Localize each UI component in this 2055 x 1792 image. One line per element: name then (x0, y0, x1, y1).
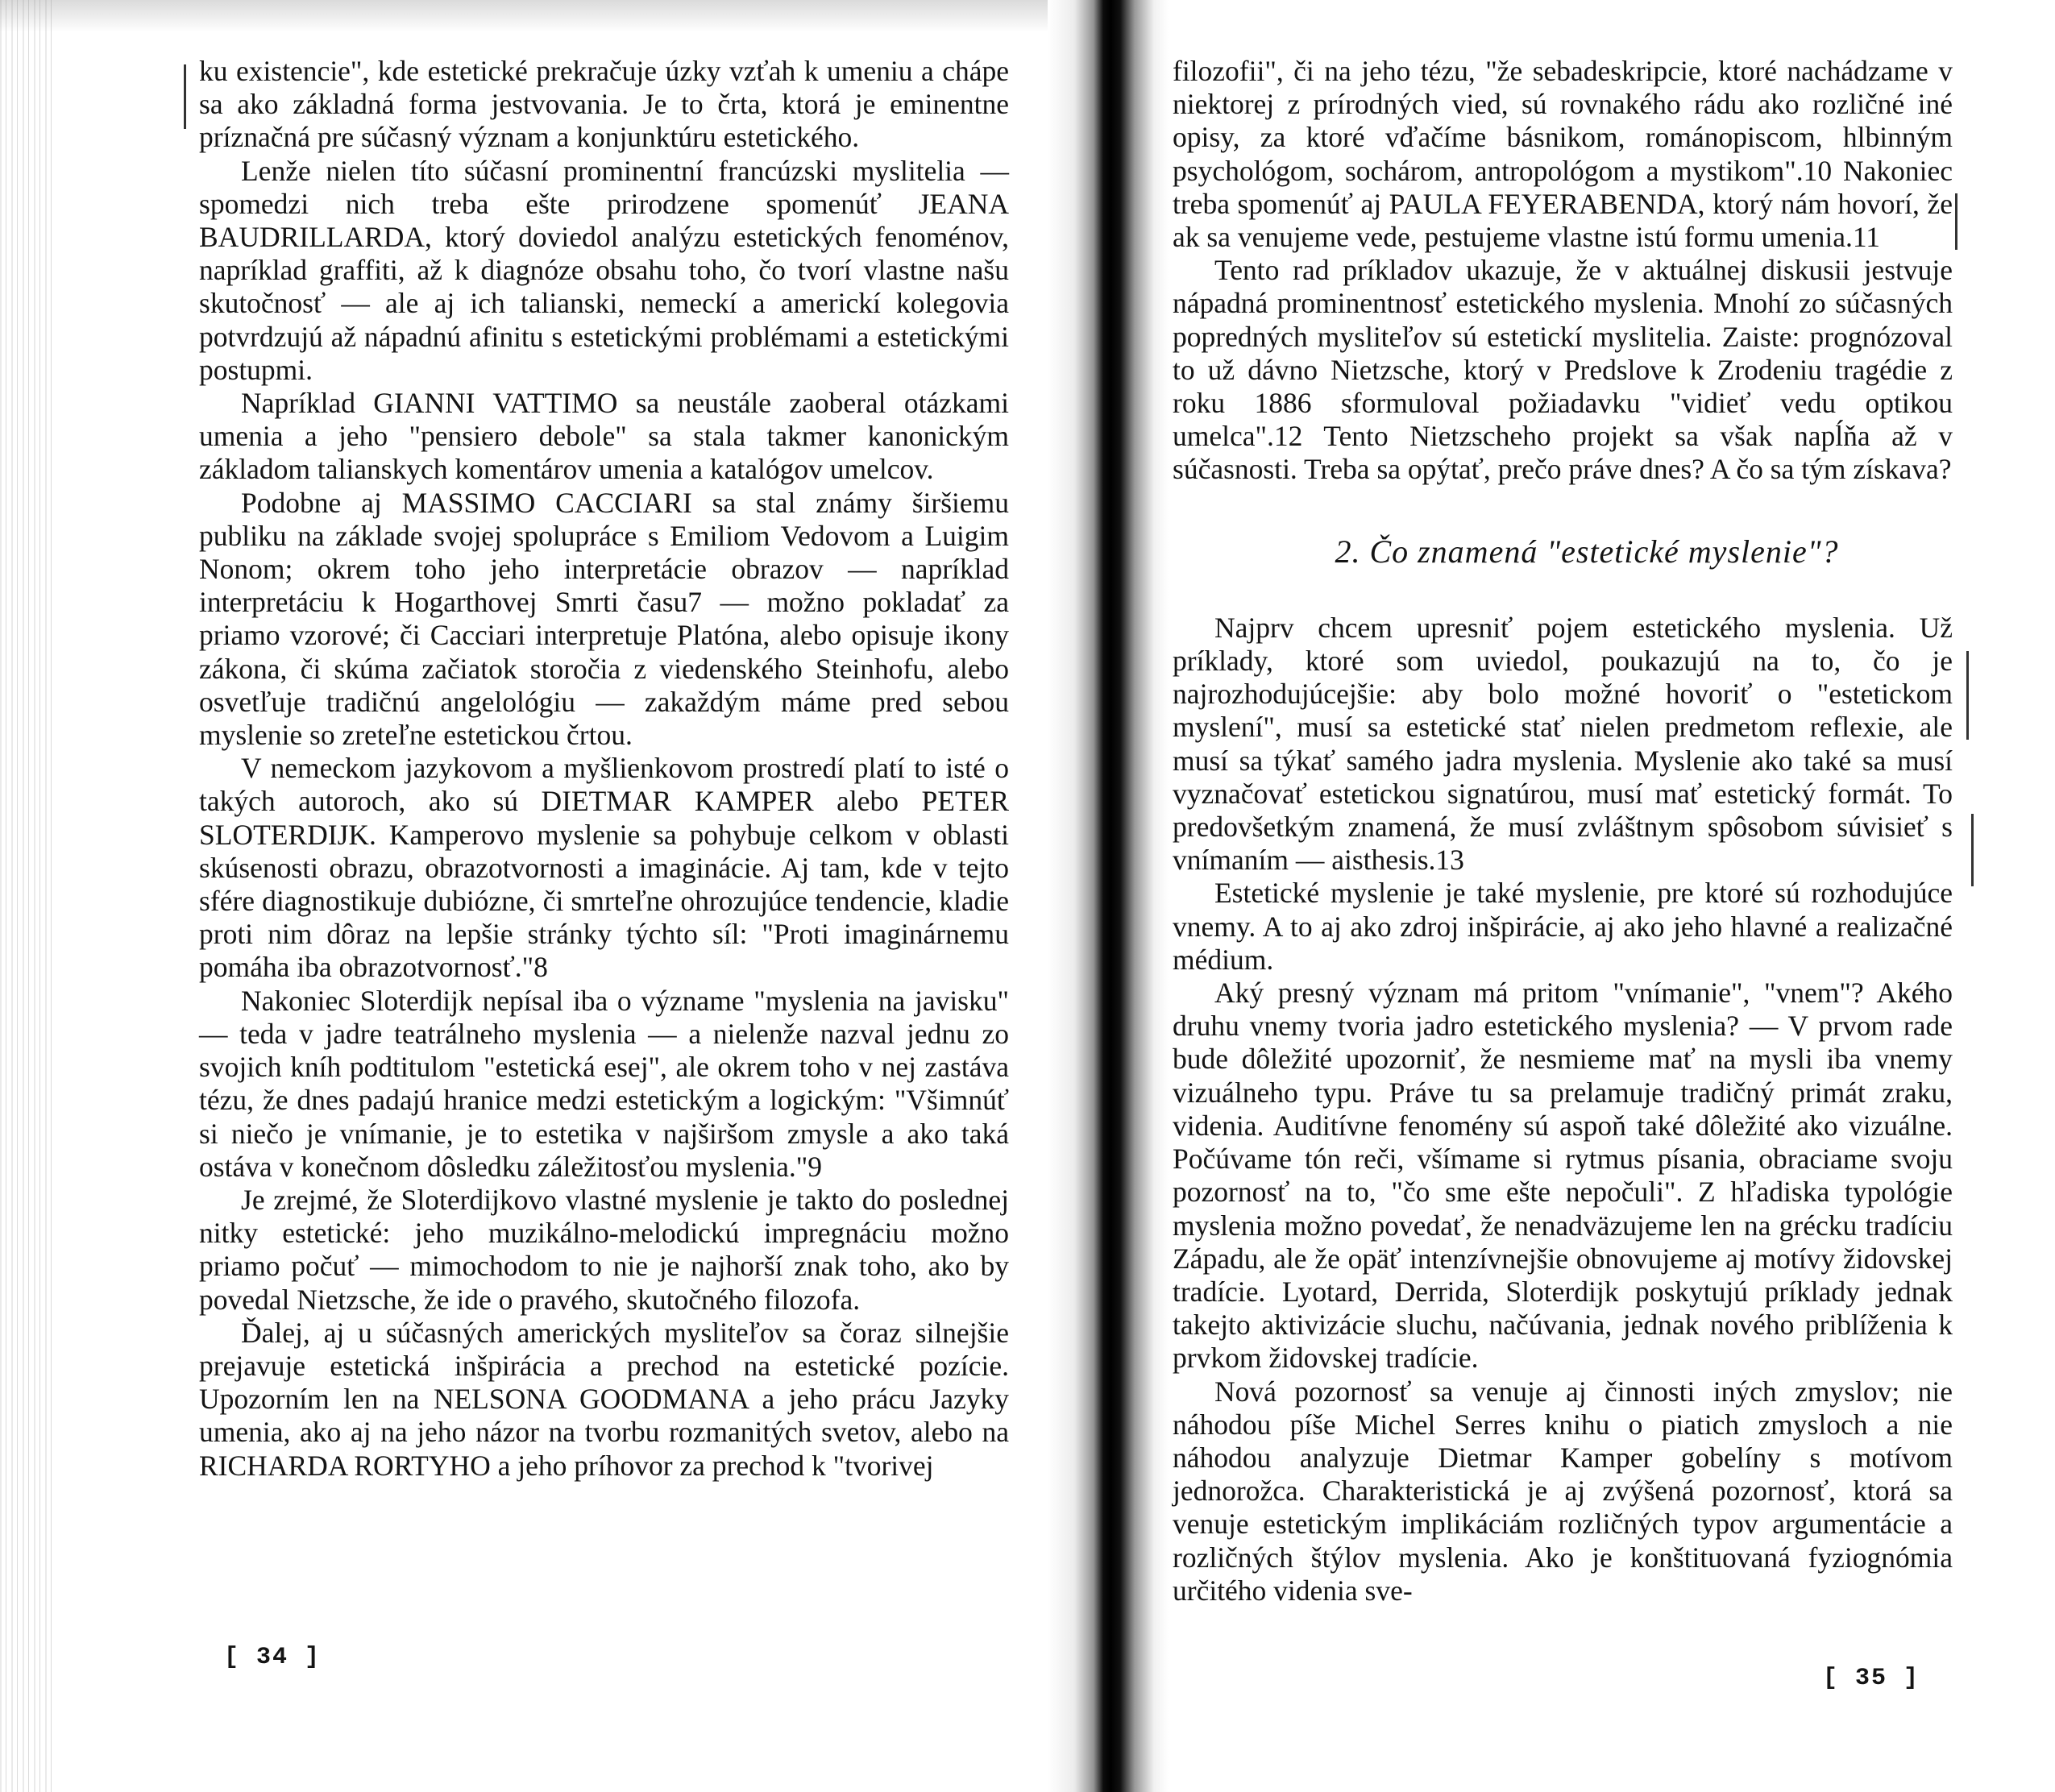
pencil-margin-mark-right-2 (1966, 651, 1969, 740)
right-paragraph-1: filozofii", či na jeho tézu, "že sebadeskripcie, ktoré nachádzame v niektorej z prírodných vied, sú rovnakého rádu ako rozličné iné opisy, za ktoré vďačíme básnikom, románopiscom, hlbinným psychológom, sochárom, antropológom a mystikom".10 Nakoniec treba spomenúť aj PAULA FEYERABENDA, ktorý nám hovorí, že ak sa venujeme vede, pestujeme vlastne istú formu umenia.11 (1173, 55, 1953, 254)
page-number-left: [ 34 ] (224, 1644, 322, 1671)
right-paragraph-4: Estetické myslenie je také myslenie, pre ktoré sú rozhodujúce vnemy. A to aj ako zdroj inšpirácie, aj ako jeho hlavné a realizačné médium. (1173, 877, 1953, 976)
pencil-margin-mark-right-3 (1971, 814, 1974, 886)
left-paragraph-4: Podobne aj MASSIMO CACCIARI sa stal známy širšiemu publiku na základe svojej spolupráce s Emiliom Vedovom a Luigim Nonom; okrem toho jeho interpretácie obrazov — napríklad interpretáciu k Hogarthovej Smrti času7 — možno pokladať za priamo vzorové; či Cacciari interpretuje Platóna, alebo opisuje ikony zákona, či skúma začiatok storočia z viedenského Steinhofu, alebo osvetľuje tradičnú angelológiu — zakaždým máme pred sebou myslenie so zreteľne estetickou črtou. (199, 486, 1009, 752)
pencil-margin-mark (184, 64, 186, 129)
left-paragraph-7: Je zrejmé, že Sloterdijkovo vlastné myslenie je takto do poslednej nitky estetické: jeho muzikálno-melodickú impregnáciu možno priamo počuť — mimochodom to nie je najhorší znak toho, ako by povedal Nietzsche, že ide o pravého, skutočného filozofa. (199, 1183, 1009, 1316)
left-paragraph-3: Napríklad GIANNI VATTIMO sa neustále zaoberal otázkami umenia a jeho "pensiero debole" sa stala takmer kanonickým základom talianskych komentárov umenia a katalógov umelcov. (199, 387, 1009, 486)
left-paragraph-1: ku existencie", kde estetické prekračuje úzky vzťah k umeniu a chápe sa ako základná forma jestvovania. Je to črta, ktorá je eminentne príznačná pre súčasný význam a konjunktúru estetického. (199, 55, 1009, 154)
book-gutter-shadow (1048, 0, 1169, 1792)
scan-edge-left (0, 0, 56, 1792)
left-paragraph-5: V nemeckom jazykovom a myšlienkovom prostredí platí to isté o takých autoroch, ako sú DIETMAR KAMPER alebo PETER SLOTERDIJK. Kamperovo myslenie sa pohybuje celkom v oblasti skúsenosti obrazu, obrazotvornosti a imaginácie. Aj tam, kde v tejto sfére diagnostikuje dubiózne, či smrteľne ohrozujúce tendencie, kladie proti nim dôraz na lepšie stránky týchto síl: "Proti imaginárnemu pomáha iba obrazotvornosť."8 (199, 752, 1009, 984)
right-paragraph-2: Tento rad príkladov ukazuje, že v aktuálnej diskusii jestvuje nápadná prominentnosť estetického myslenia. Mnohí zo súčasných popredných mysliteľov sú estetickí myslitelia. Zaiste: prognózoval to už dávno Nietzsche, ktorý v Predslove k Zrodeniu tragédie z roku 1886 sformuloval požiadavku "vidieť vedu optikou umelca".12 Tento Nietzscheho projekt sa však napĺňa až v súčasnosti. Treba sa opýtať, prečo práve dnes? A čo sa tým získava? (1173, 254, 1953, 486)
pencil-margin-mark-right-1 (1955, 193, 1957, 250)
left-paragraph-2: Lenže nielen títo súčasní prominentní francúzski myslitelia — spomedzi nich treba ešte prirodzene spomenúť JEANA BAUDRILLARDA, ktorý doviedol analýzu estetických fenoménov, napríklad graffiti, až k diagnóze obsahu toho, čo tvorí vlastne našu skutočnosť — ale aj ich talianski, nemeckí a americkí kolegovia potvrdzujú až nápadnú afinitu s estetickými problémami a estetickými postupmi. (199, 154, 1009, 386)
right-paragraph-5: Aký presný význam má pritom "vnímanie", "vnem"? Akého druhu vnemy tvoria jadro estetického myslenia? — V prvom rade bude dôležité upozorniť, že nesmieme mať na mysli iba vnemy vizuálneho typu. Práve tu sa prelamuje tradičný primát zraku, videnia. Auditívne fenomény sú aspoň také dôležité ako vizuálne. Počúvame tón reči, všímame si rytmus písania, obraciame svoju pozornosť na to, "čo sme ešte nepočuli". Z hľadiska typológie myslenia možno povedať, že nenadväzujeme len na grécku tradíciu Západu, ale že opäť intenzívnejšie obnovujeme aj motívy židovskej tradície. Lyotard, Derrida, Sloterdijk poskytujú príklady jednak takejto aktivizácie sluchu, načúvania, jednak nového priblíženia k prvkom židovskej tradície. (1173, 977, 1953, 1375)
section-heading: 2. Čo znamená "estetické myslenie"? (1335, 533, 1839, 570)
left-paragraph-8: Ďalej, aj u súčasných amerických mysliteľov sa čoraz silnejšie prejavuje estetická inšpirácia a prechod na estetické pozície. Upozorním len na NELSONA GOODMANA a jeho prácu Jazyky umenia, ako aj na jeho názor na tvorbu rozmanitých svetov, alebo na RICHARDA RORTYHO a jeho príhovor za prechod k "tvorivej (199, 1316, 1009, 1482)
left-paragraph-6: Nakoniec Sloterdijk nepísal iba o význame "myslenia na javisku" — teda v jadre teatrálneho myslenia — a nielenže nazval jednu zo svojich kníh podtitulom "estetická esej", ale okrem toho v nej zastáva tézu, že dnes padajú hranice medzi estetickým a logickým: "Všimnúť si niečo je vnímanie, je to estetika v najširšom zmysle a ako taká ostáva v konečnom dôsledku záležitosťou myslenia."9 (199, 984, 1009, 1183)
right-paragraph-3: Najprv chcem upresniť pojem estetického myslenia. Už príklady, ktoré som uviedol, poukazujú na to, čo je najrozhodujúcejšie: aby bolo možné hovoriť o "estetickom myslení", musí sa estetické stať nielen predmetom reflexie, ale musí sa týkať samého jadra myslenia. Myslenie ako také sa musí vyznačovať estetickou signatúrou, musí mať estetický formát. To predovšetkým znamená, že musí zvláštnym spôsobom súvisieť s vnímaním — aisthesis.13 (1173, 611, 1953, 877)
right-page (1173, 55, 1953, 1607)
page-number-right: [ 35 ] (1823, 1665, 1920, 1692)
scan-top-shadow (0, 0, 1048, 32)
left-page (199, 55, 1009, 1483)
right-paragraph-6: Nová pozornosť sa venuje aj činnosti iných zmyslov; nie náhodou píše Michel Serres knihu o piatich zmysloch a nie náhodou analyzuje Dietmar Kamper gobelíny s motívom jednorožca. Charakteristická je aj zvýšená pozornosť, ktorá sa venuje estetickým implikáciám rozličných typov argumentácie a rozličných štýlov myslenia. Ako je konštituovaná fyziognómia určitého videnia sve- (1173, 1375, 1953, 1607)
